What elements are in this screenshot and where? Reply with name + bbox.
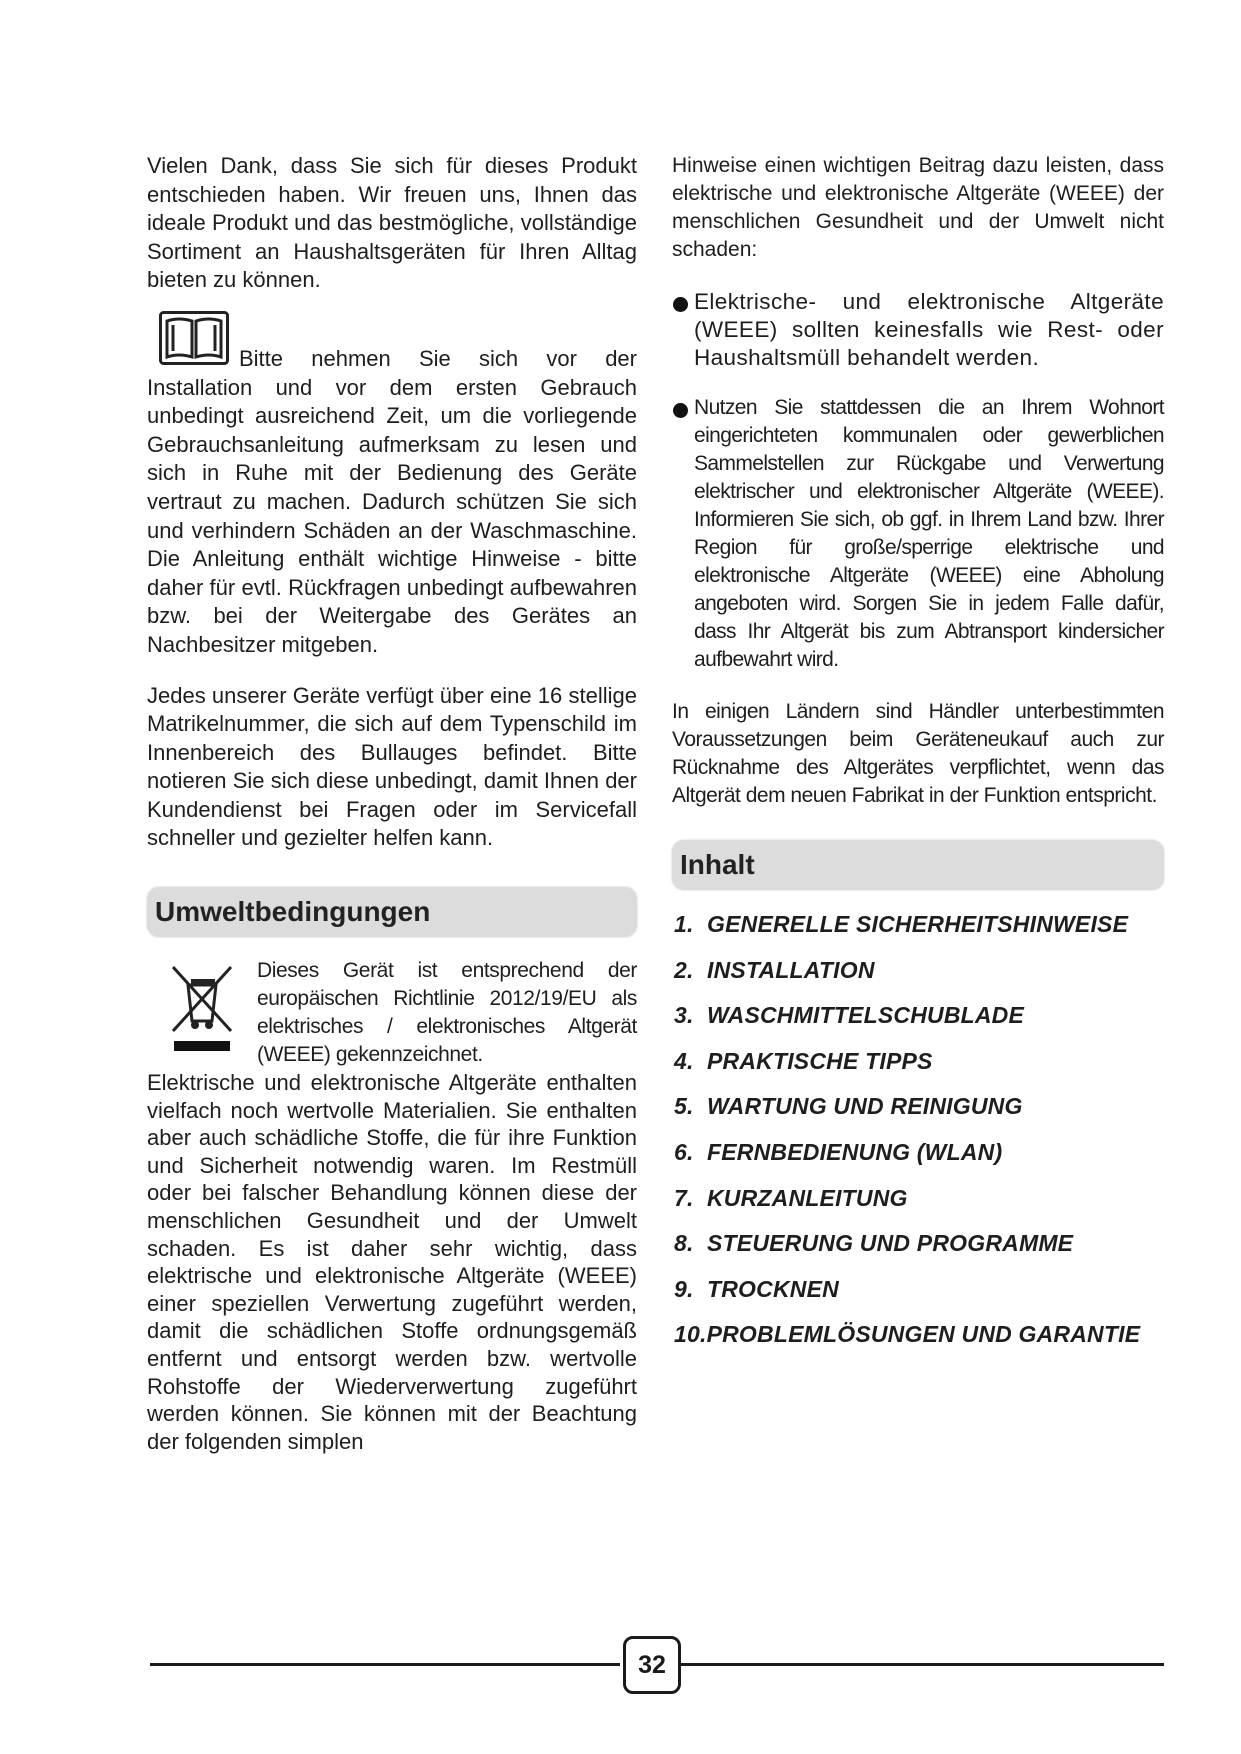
continuation-paragraph: Hinweise einen wichtigen Beitrag dazu leisten, dass elektrische und elektronische Altgeräte (WEEE) der menschlichen Gesundheit und der Umwelt nicht schaden: bbox=[672, 154, 1164, 261]
page-number: 32 bbox=[623, 1636, 681, 1694]
toc-item[interactable]: 10.PROBLEMLÖSUNGEN UND GARANTIE bbox=[674, 1321, 1141, 1348]
right-column bbox=[672, 152, 1164, 1358]
toc-item[interactable]: 9. TROCKNEN bbox=[674, 1275, 839, 1302]
environment-heading: Umweltbedingungen bbox=[147, 887, 637, 937]
toc-item[interactable]: 2. INSTALLATION bbox=[674, 956, 875, 983]
table-of-contents bbox=[672, 902, 1164, 1358]
bullet-dot-icon bbox=[673, 403, 688, 418]
toc-item[interactable]: 1. GENERELLE SICHERHEITSHINWEISE bbox=[674, 911, 1129, 937]
toc-item[interactable]: 8. STEUERUNG UND PROGRAMME bbox=[674, 1230, 1074, 1257]
dealer-note-paragraph: In einigen Ländern sind Händler unterbestimmten Voraussetzungen beim Geräteneukauf auch zur Rücknahme des Altgerätes verpflichtet, wenn das Altgerät dem neuen Fabrikat in der Funktion entspricht. bbox=[672, 700, 1164, 807]
read-notice-block bbox=[147, 313, 637, 660]
manual-book-icon bbox=[159, 311, 229, 365]
crossed-bin-icon bbox=[169, 961, 235, 1057]
bullet-dot-icon bbox=[673, 297, 688, 312]
toc-item[interactable]: 3. WASCHMITTELSCHUBLADE bbox=[674, 1002, 1025, 1029]
bullet-item bbox=[672, 288, 1164, 372]
toc-item[interactable]: 5. WARTUNG UND REINIGUNG bbox=[674, 1093, 1023, 1120]
weee-label-block bbox=[147, 957, 637, 1069]
footer-rule-right bbox=[681, 1663, 1164, 1666]
serial-number-paragraph: Jedes unserer Geräte verfügt über eine 16 stellige Matrikelnummer, die sich auf dem Typenschild im Innenbereich des Bullauges befindet. Bitte notieren Sie sich diese unbedingt, damit Ihnen der Kundendienst bei Fragen oder im Servicefall schneller und gezielter helfen kann. bbox=[147, 682, 637, 851]
environment-body-paragraph: Elektrische und elektronische Altgeräte enthalten vielfach noch wertvolle Materialien. Sie enthalten aber auch schädliche Stoffe, die für ihre Funktion und Sicherheit notwendig waren. Im Restmüll oder bei falscher Behandlung können diese der menschlichen Gesundheit und der Umwelt schaden. Es ist daher sehr wichtig, dass elektrische und elektronische Altgeräte (WEEE) einer speziellen Verwertung zugeführt werden, damit die schädlichen Stoffe ordnungsgemäß entfernt und entsorgt werden bzw. wertvolle Rohstoffe der Wiederverwertung zugeführt werden können. Sie können mit der Beachtung der folgenden simplen bbox=[147, 1070, 637, 1454]
bullet-text: Nutzen Sie stattdessen die an Ihrem Wohnort eingerichteten kommunalen oder gewerblichen Sammelstellen zur Rückgabe und Verwertung elektrischer und elektronischer Altgeräte (WEEE). Informieren Sie sich, ob ggf. in Ihrem Land bzw. Ihrer Region für große/sperrige elektrische und elektronische Altgeräte (WEEE) eine Abholung angeboten wird. Sorgen Sie in jedem Falle dafür, dass Ihr Altgerät bis zum Abtransport kindersicher aufbewahrt wird. bbox=[694, 396, 1164, 671]
left-column bbox=[147, 152, 637, 1455]
contents-heading: Inhalt bbox=[672, 840, 1164, 890]
toc-item[interactable]: 7. KURZANLEITUNG bbox=[674, 1184, 908, 1211]
bullet-text: Elektrische- und elektronische Altgeräte (WEEE) sollten keinesfalls wie Rest- oder Haushaltsmüll behandelt werden. bbox=[694, 289, 1164, 370]
bullet-item bbox=[672, 394, 1164, 674]
toc-item[interactable]: 4. PRAKTISCHE TIPPS bbox=[674, 1047, 933, 1074]
page-footer bbox=[150, 1636, 1164, 1692]
intro-paragraph: Vielen Dank, dass Sie sich für dieses Produkt entschieden haben. Wir freuen uns, Ihnen das ideale Produkt und das bestmögliche, vollständige Sortiment an Haushaltsgeräten für Ihren Alltag bieten zu können. bbox=[147, 153, 637, 293]
read-notice-paragraph: Bitte nehmen Sie sich vor der Installation und vor dem ersten Gebrauch unbedingt ausreichend Zeit, um die vorliegende Gebrauchsanleitung aufmerksam zu lesen und sich in Ruhe mit der Bedienung des Geräte vertraut zu machen. Dadurch schützen Sie sich und verhindern Schäden an der Waschmaschine. Die Anleitung enthält wichtige Hinweise - bitte daher für evtl. Rückfragen unbedingt aufbewahren bzw. bei der Weitergabe des Gerätes an Nachbesitzer mitgeben. bbox=[147, 345, 637, 657]
footer-rule-left bbox=[150, 1663, 620, 1666]
weee-label-paragraph: Dieses Gerät ist entsprechend der europäischen Richtlinie 2012/19/EU als elektrisches / elektronisches Altgerät (WEEE) gekennzeichnet. bbox=[257, 959, 637, 1067]
toc-item[interactable]: 6. FERNBEDIENUNG (WLAN) bbox=[674, 1138, 1003, 1165]
